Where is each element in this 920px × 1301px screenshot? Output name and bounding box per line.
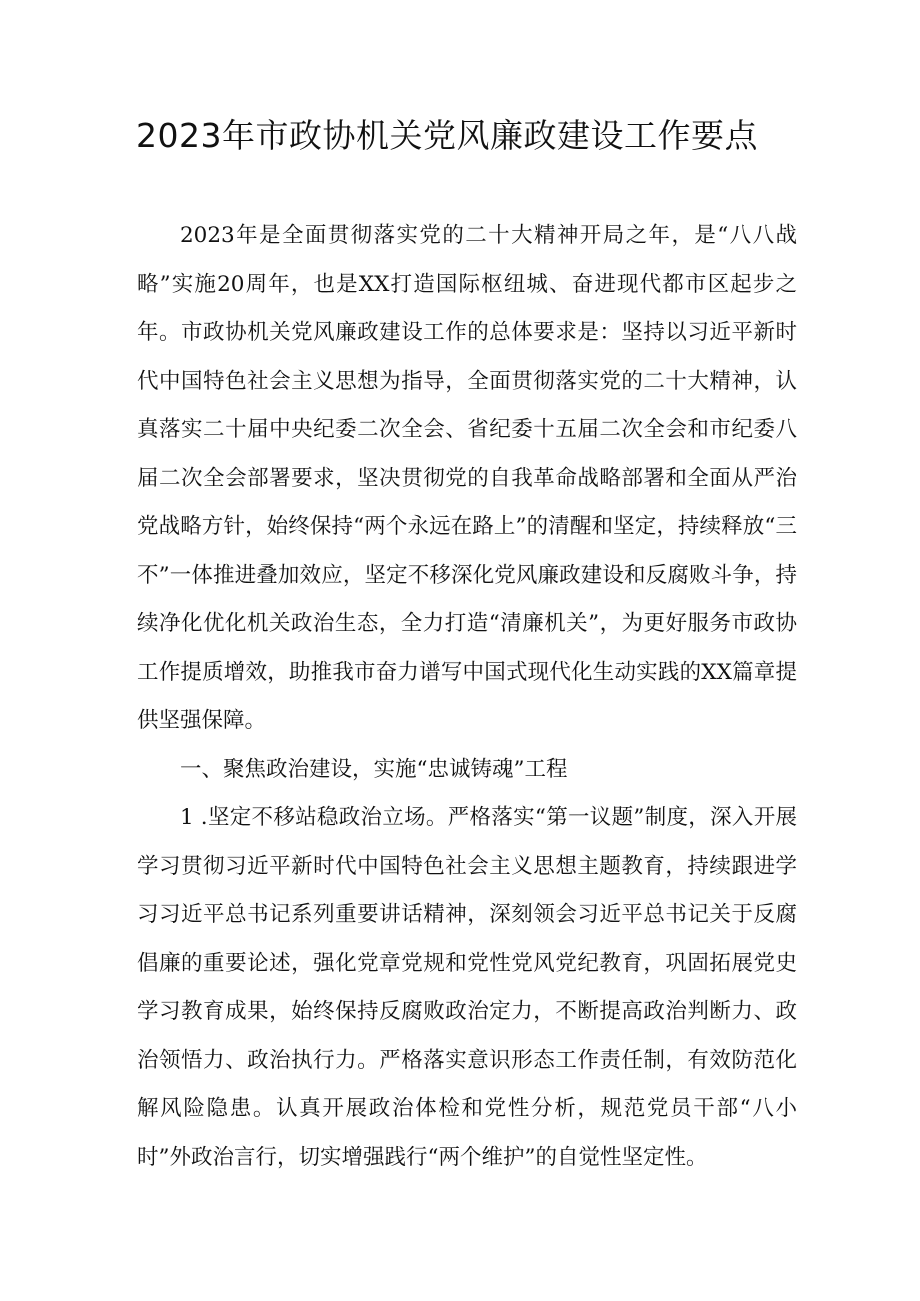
item-paragraph: 1 .坚定不移站稳政治立场。严格落实“第一议题”制度，深入开展学习贯彻习近平新时代中国特色社会主义思想主题教育，持续跟进学习习近平总书记系列重要讲话精神，深刻领会习近平总书记关于反腐倡廉的重要论述，强化党章党规和党性党风党纪教育，巩固拓展党史学习教育成果，始终保持反腐败政治定力，不断提高政治判断力、政治领悟力、政治执行力。严格落实意识形态工作责任制，有效防范化解风险隐患。认真开展政治体检和党性分析，规范党员干部“八小时”外政治言行，切实增强践行“两个维护”的自觉性坚定性。: [137, 805, 797, 1170]
document-body: [137, 212, 797, 1182]
document-title: 2023年市政协机关党风廉政建设工作要点: [136, 116, 758, 155]
section-heading: 一、聚焦政治建设，实施“忠诚铸魂”工程: [180, 756, 568, 782]
intro-paragraph: 2023年是全面贯彻落实党的二十大精神开局之年，是“八八战略”实施20周年，也是XX打造国际枢纽城、奋进现代都市区起步之年。市政协机关党风廉政建设工作的总体要求是：坚持以习近平新时代中国特色社会主义思想为指导，全面贯彻落实党的二十大精神，认真落实二十届中央纪委二次全会、省纪委十五届二次全会和市纪委八届二次全会部署要求，坚决贯彻党的自我革命战略部署和全面从严治党战略方针，始终保持“两个永远在路上”的清醒和坚定，持续释放“三不”一体推进叠加效应，坚定不移深化党风廉政建设和反腐败斗争，持续净化优化机关政治生态，全力打造“清廉机关”，为更好服务市政协工作提质增效，助推我市奋力谱写中国式现代化生动实践的XX篇章提供坚强保障。: [137, 223, 797, 733]
